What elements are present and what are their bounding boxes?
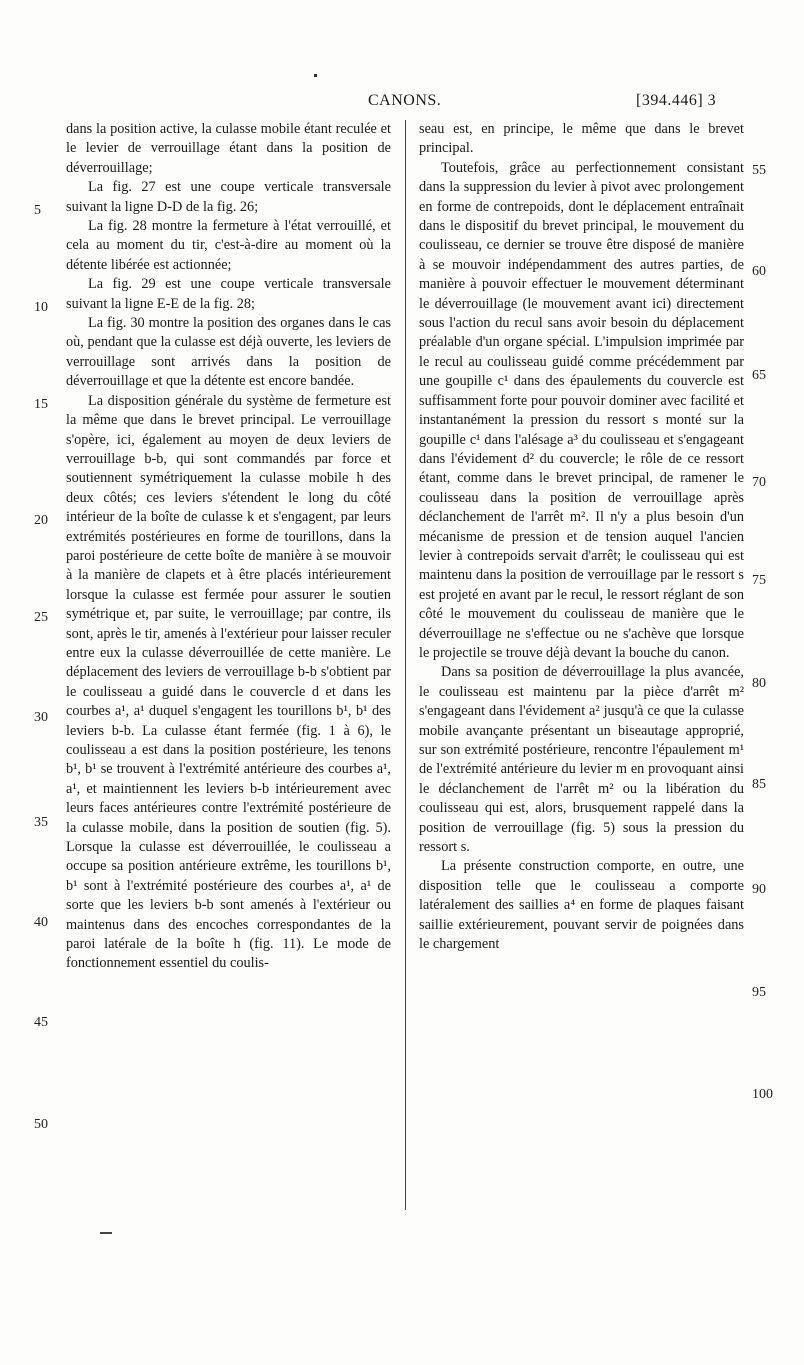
line-number: 80 <box>752 676 766 691</box>
line-number: 50 <box>34 1117 48 1132</box>
line-number: 15 <box>34 397 48 412</box>
line-number: 35 <box>34 815 48 830</box>
paragraph: La fig. 27 est une coupe verticale transversale suivant la ligne D-D de la fig. 26; <box>66 179 391 215</box>
line-number: 100 <box>752 1087 773 1102</box>
line-number: 95 <box>752 985 766 1000</box>
paragraph: La présente construction comporte, en outre, une disposition telle que le coulisseau a comporte latéralement des saillies a⁴ en forme de plaques faisant saillie extérieurement, pouvant servir de poignées dans le chargement <box>419 858 744 953</box>
line-number: 65 <box>752 368 766 383</box>
line-number: 25 <box>34 610 48 625</box>
line-number: 90 <box>752 882 766 897</box>
line-number: 45 <box>34 1015 48 1030</box>
print-speck <box>314 74 317 77</box>
line-number: 5 <box>34 203 41 218</box>
paragraph: dans la position active, la culasse mobile étant reculée et le levier de verrouillage étant dans la position de déverrouillage; <box>66 121 391 176</box>
paragraph: seau est, en principe, le même que dans le brevet principal. <box>419 121 744 157</box>
page-header-reference: [394.446] 3 <box>636 92 717 109</box>
line-number: 40 <box>34 915 48 930</box>
line-number: 75 <box>752 573 766 588</box>
paragraph: La fig. 29 est une coupe verticale transversale suivant la ligne E-E de la fig. 28; <box>66 276 391 312</box>
line-number: 10 <box>34 300 48 315</box>
line-number: 85 <box>752 777 766 792</box>
paragraph: La disposition générale du système de fermeture est la même que dans le brevet principal. Le verrouillage s'opère, ici, également au moyen de deux leviers de verrouillage b-b, qui sont commandés par force et soutiennent symétriquement la culasse mobile h des deux côtés; ces leviers s'étendent le long du côté intérieur de la boîte de culasse k et s'engagent, par leurs extrémités postérieures en forme de tourillons, dans la paroi postérieure de cette boîte de manière à se mouvoir à la manière de clapets et à être placés intérieurement lorsque la culasse est fermée pour assurer le soutien symétrique et, par suite, le verrouillage; par contre, ils sont, après le tir, amenés à l'extérieur pour laisser reculer entre eux la culasse déverrouillée de cette manière. Le déplacement des leviers de verrouillage b-b s'obtient par le coulisseau a guidé dans le couvercle d et dans les courbes a¹, a¹ duquel s'engagent les tourillons b¹, b¹ des leviers b-b. La culasse étant fermée (fig. 1 à 6), le coulisseau a est dans la position postérieure, les tenons b¹, b¹ se trouvent à l'extrémité antérieure des courbes a¹, a¹, et maintiennent les leviers b-b intérieurement avec leurs faces antérieures contre l'extrémité postérieure de la culasse mobile, dans la position de soutien (fig. 5). Lorsque la culasse est déverrouillée, le coulisseau a occupe sa position antérieure extrême, les tourillons b¹, b¹ sont à l'extrémité postérieure des courbes a¹, a¹ de sorte que les leviers b-b sont amenés à l'extérieur ou maintenus dans des encoches correspondantes de la paroi latérale de la boîte h (fig. 11). Le mode de fonctionnement essentiel du coulis- <box>66 392 391 972</box>
paragraph: La fig. 30 montre la position des organes dans le cas où, pendant que la culasse est déjà ouverte, les leviers de verrouillage sont arrivés dans la position de déverrouillage et que la détente est encore bandée. <box>66 315 391 390</box>
page-header-title: CANONS. <box>368 92 442 109</box>
line-number: 70 <box>752 475 766 490</box>
column-divider <box>405 120 406 1210</box>
left-text-column <box>66 120 391 974</box>
line-number: 30 <box>34 710 48 725</box>
line-number: 55 <box>752 163 766 178</box>
print-mark <box>100 1232 112 1234</box>
paragraph: Dans sa position de déverrouillage la plus avancée, le coulisseau est maintenu par la pièce d'arrêt m² s'engageant dans l'évidement a² jusqu'à ce que la culasse mobile avançante présentant un biseautage approprié, sur son extrémité postérieure, rencontre l'épaulement m¹ de l'extrémité antérieure du levier m en provoquant ainsi le déclanchement de l'arrêt m² ou la libération du coulisseau qui est, alors, brusquement rappelé dans la position de verrouillage (fig. 5) sous la pression du ressort s. <box>419 664 744 856</box>
line-number: 60 <box>752 264 766 279</box>
line-number: 20 <box>34 513 48 528</box>
right-text-column <box>419 120 744 954</box>
paragraph: Toutefois, grâce au perfectionnement consistant dans la suppression du levier à pivot avec prolongement en forme de contrepoids, dont le déplacement entraînait dans le dispositif du brevet principal, le mouvement du coulisseau, ce dernier se trouve être disposé de manière à se mouvoir indépendamment des autres parties, de manière à pouvoir effectuer le mouvement déterminant le déverrouillage (le mouvement avant ici) directement sous l'action du recul sans avoir besoin du déplacement préalable d'un organe spécial. L'impulsion imprimée par le recul au coulisseau guidé comme précédemment par une goupille c¹ dans des épaulements du couvercle est suffisamment forte pour pouvoir dominer avec facilité et instantanément la pression du ressort s monté sur la goupille c¹ dans l'alésage a³ du coulisseau et s'engageant dans l'évidement d² du couvercle; le rôle de ce ressort étant, comme dans le brevet principal, de ramener le coulisseau dans la position de verrouillage après déclanchement de l'arrêt m². Il n'y a plus besoin d'un mécanisme de pression et de tension auquel l'ancien levier à contrepoids servait d'arrêt; le coulisseau qui est maintenu dans la position de verrouillage par le ressort s est projeté en avant par le recul, le ressort réglant de son côté le mouvement du coulisseau de manière que le déverrouillage ne s'effectue ou ne s'achève que lorsque le projectile se trouve déjà devant la bouche du canon. <box>419 159 744 661</box>
paragraph: La fig. 28 montre la fermeture à l'état verrouillé, et cela au moment du tir, c'est-à-dire au moment où la détente libérée est actionnée; <box>66 218 391 273</box>
